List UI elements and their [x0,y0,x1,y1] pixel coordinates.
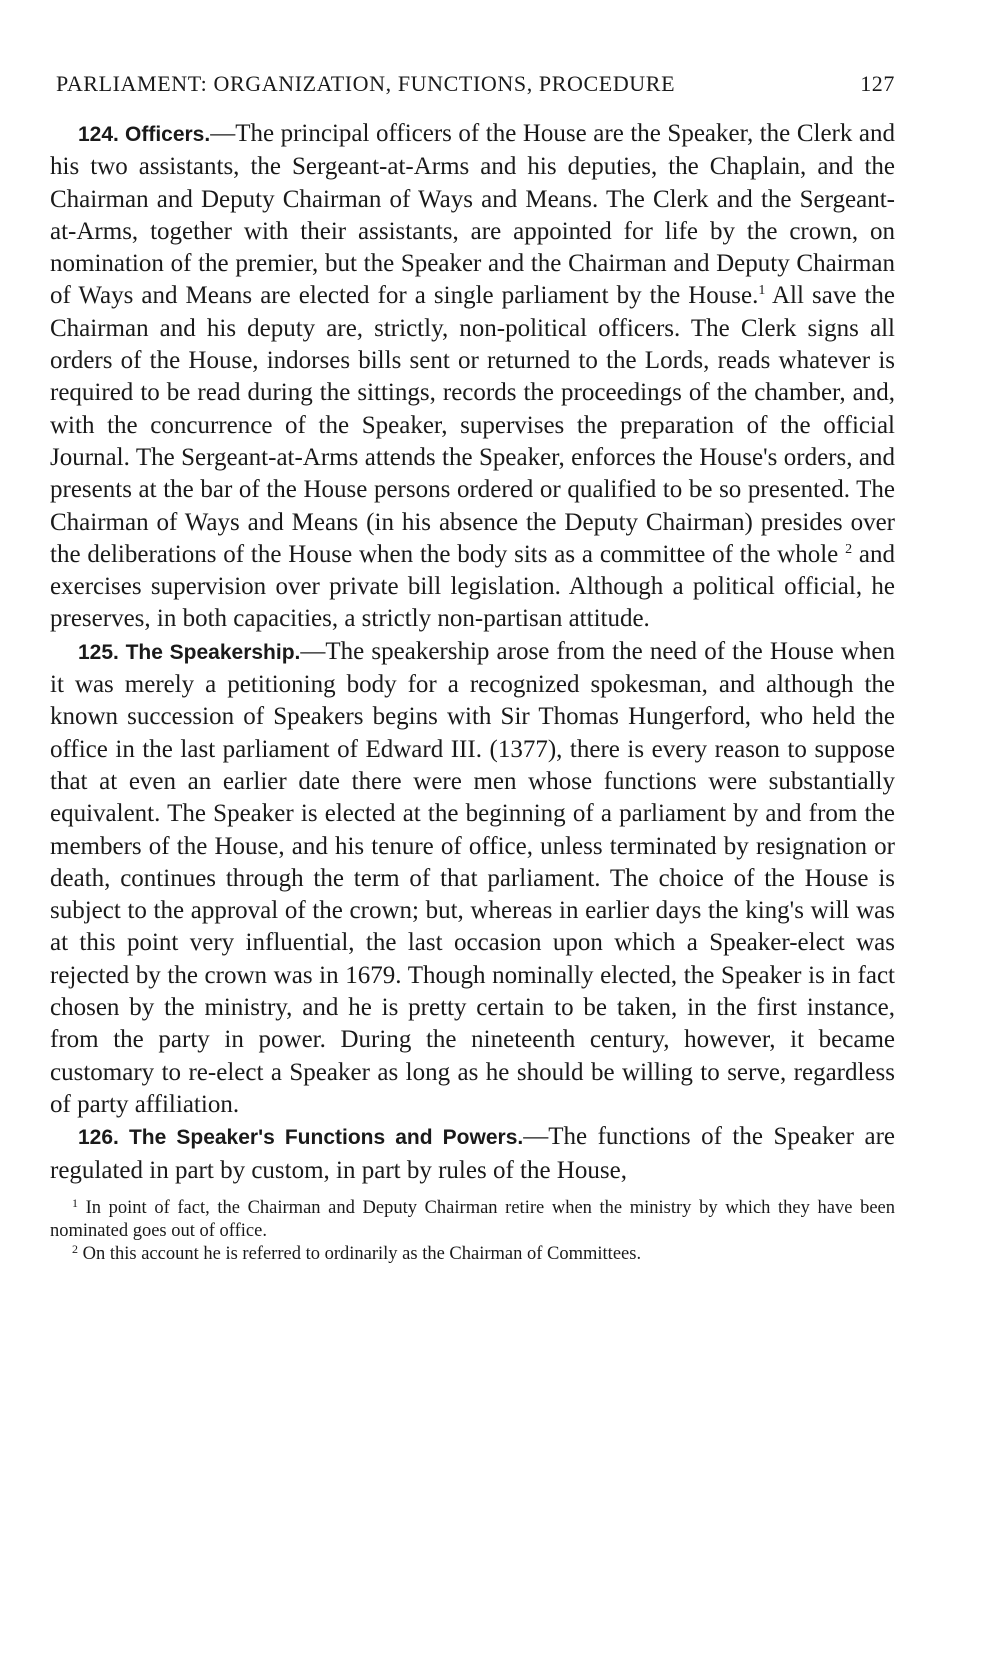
body-text [50,118,895,1187]
section-heading: 126. The Speaker's Functions and Powers. [78,1126,524,1150]
section-speakership [50,636,895,1121]
section-text: —The functions of the Speaker are regulated in part by custom, in part by rules of the House, [50,1123,895,1184]
footnote [50,1243,895,1266]
footnote-mark: 1 [72,1195,78,1210]
running-title: PARLIAMENT: ORGANIZATION, FUNCTIONS, PROCEDURE [56,71,676,96]
footnote-ref-2: 2 [845,541,853,557]
footnote [50,1197,895,1243]
section-heading: 125. The Speakership. [78,640,301,664]
book-page [50,70,895,1266]
section-officers [50,118,895,636]
section-text: and exercises supervision over private bill legislation. Although a political official, he preserves, in both capacities, a strictly non-partisan attitude. [50,540,896,633]
section-text: —The principal officers of the House are the Speaker, the Clerk and his two assistants, the Sergeant-at-Arms and his deputies, the Chaplain, and the Chairman and Deputy Chairman of Ways and Means. The Clerk and the Sergeant-at-Arms, together with their assistants, are appointed for life by the crown, on nomination of the premier, but the Speaker and the Chairman and Deputy Chairman of Ways and Means are elected for a single parliament by the House. [50,120,895,310]
running-head [56,70,895,98]
footnotes [50,1197,895,1266]
page-number: 127 [860,71,895,96]
section-heading: 124. Officers. [78,123,211,146]
footnote-mark: 2 [72,1241,78,1256]
section-text: —The speakership arose from the need of the House when it was merely a petitioning body for a recognized spokesman, and although the known succession of Speakers begins with Sir Thomas Hungerford, who held the office in the last parliament of Edward III. (1377), there is every reason to suppose that at even an earlier date there were men whose functions were substantially equivalent. The Speaker is elected at the beginning of a parliament by and from the members of the House, and his tenure of office, unless terminated by resignation or death, continues through the term of that parliament. The choice of the House is subject to the approval of the crown; but, whereas in earlier days the king's will was at this point very influential, the last occasion upon which a Speaker-elect was rejected by the crown was in 1679. Though nominally elected, the Speaker is in fact chosen by the ministry, and he is pretty certain to be taken, in the first instance, from the party in power. During the nineteenth century, however, it became customary to re-elect a Speaker as long as he should be willing to serve, regardless of party affiliation. [50,637,896,1118]
footnote-text: On this account he is referred to ordinarily as the Chairman of Committees. [78,1243,642,1264]
footnote-text: In point of fact, the Chairman and Deputy Chairman retire when the ministry by which they have been nominated goes out of office. [50,1197,895,1241]
section-speaker-functions [50,1121,895,1187]
footnote-ref-1: 1 [758,283,766,299]
section-text: All save the Chairman and his deputy are, strictly, non-political officers. The Clerk signs all orders of the House, indorses bills sent or returned to the Lords, reads whatever is required to be read during the sittings, records the proceedings of the chamber, and, with the concurrence of the Speaker, supervises the preparation of the official Journal. The Sergeant-at-Arms attends the Speaker, enforces the House's orders, and presents at the bar of the House persons ordered or qualified to be so presented. The Chairman of Ways and Means (in his absence the Deputy Chairman) presides over the deliberations of the House when the body sits as a committee of the whole [50,282,895,568]
